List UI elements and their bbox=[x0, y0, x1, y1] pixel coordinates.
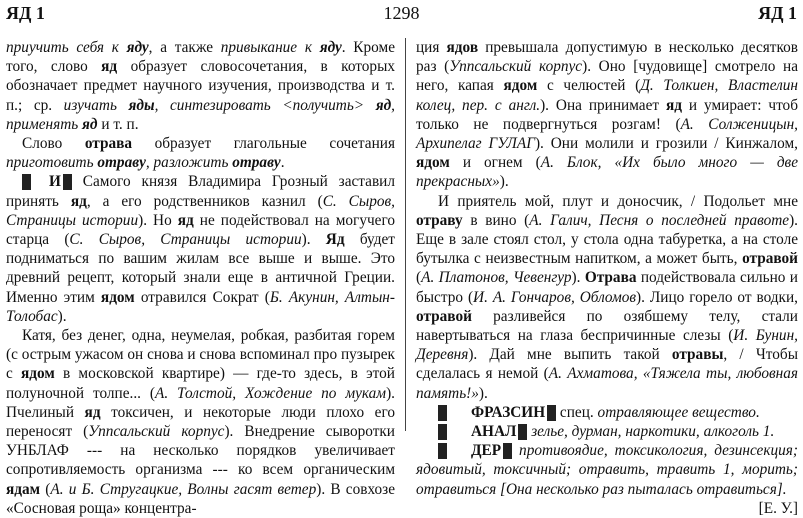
text-span: отравы bbox=[671, 346, 724, 364]
section-frazsin bbox=[416, 403, 798, 422]
text-span: ). Внедрение сыворотки УНБЛАФ --- на несколько порядков увеличивает сопротивляемость организма --- ко всем органическим bbox=[6, 423, 395, 479]
text-span: ). bbox=[499, 173, 509, 191]
paragraph-collocations bbox=[6, 38, 395, 134]
source-citation: А. Платонов, Чевенгур bbox=[421, 269, 572, 287]
text-span: яд bbox=[665, 96, 682, 114]
text-span: ). Еще в зале стоял стол, у стола одна табуретка, а на столе бутылка с неизвестным напитком, а может быть, bbox=[416, 211, 798, 268]
text-span: Отрава bbox=[584, 269, 637, 287]
paragraph-otrava-verbs bbox=[6, 134, 395, 172]
text-span: яду bbox=[319, 39, 342, 56]
source-citation: Д. Толкиен, Властелин колец, пер. с англ. bbox=[416, 77, 799, 114]
text-span: противоядие, токсикология, дезинсекция; ядовитый, токсичный; отравить, травить 1, морить; отравиться bbox=[416, 442, 798, 498]
text-span: Катя, без денег, одна, неумелая, робкая, разбитая горем (с острым ужасом он снова и снова вспоминал про пузырек с bbox=[6, 327, 395, 383]
text-span: отравляющее вещество. bbox=[597, 403, 760, 421]
text-span: образует глагольные сочетания bbox=[132, 135, 395, 153]
text-span: отраву bbox=[232, 154, 281, 172]
text-span: ). Пчелиный bbox=[6, 384, 395, 421]
text-span: приучить себя к bbox=[6, 39, 127, 56]
text-span: ядом bbox=[503, 77, 538, 95]
source-citation: С. Сыров, Страницы истории bbox=[69, 231, 302, 249]
text-span: образует словосочетания, в которых обозначает предмет научного изучения, производства и т. п.; ср. bbox=[6, 58, 395, 114]
text-span: и огнем ( bbox=[449, 154, 541, 172]
text-span: яд bbox=[177, 211, 194, 229]
column-divider bbox=[405, 38, 406, 431]
text-span: отравой bbox=[416, 307, 472, 325]
text-span: с челюстей ( bbox=[537, 77, 641, 95]
text-span: синтезировать <получить> bbox=[170, 96, 376, 114]
paragraph-examples bbox=[6, 326, 395, 518]
text-span: ). bbox=[478, 384, 488, 402]
text-span: ция bbox=[416, 39, 447, 56]
text-span: превышала допустимую в несколько десятков раз ( bbox=[416, 39, 798, 76]
text-span: , bbox=[154, 96, 170, 114]
text-span: Яд bbox=[325, 231, 345, 249]
text-span: яд bbox=[84, 403, 101, 421]
text-span: Самого князя Владимира Грозный заставил принять bbox=[6, 173, 395, 210]
section-marker-i: И bbox=[22, 174, 72, 190]
text-span: ). bbox=[571, 269, 585, 287]
text-span: , bbox=[391, 96, 395, 114]
text-span: яд bbox=[82, 115, 98, 133]
text-span: применять bbox=[6, 115, 83, 133]
text-span: [Она несколько раз пыталась отравиться] bbox=[500, 480, 783, 498]
source-citation: С. Сыров, Страницы истории bbox=[6, 192, 395, 229]
text-span: яд bbox=[70, 192, 87, 210]
text-span: зелье, дурман, наркотики, алкоголь 1. bbox=[527, 423, 775, 441]
text-span: подействовала сильно и быстро ( bbox=[416, 269, 798, 306]
source-citation: Б. Акунин, Алтын-Толобас bbox=[6, 288, 395, 325]
text-span: ). Лицо горело от водки, bbox=[636, 288, 798, 306]
text-span: ). Оно [чудовище] смотрело на него, капая bbox=[416, 58, 799, 95]
text-span: ). Они молили и грозили / Кинжалом, bbox=[534, 135, 798, 153]
text-span: ). Но bbox=[138, 211, 178, 229]
text-span: ). В совхозе «Сосновая роща» концентра- bbox=[6, 480, 396, 517]
text-span: отраву bbox=[97, 154, 146, 172]
text-span: отравой bbox=[742, 250, 798, 268]
text-span: яд bbox=[375, 96, 392, 114]
text-span: в вино ( bbox=[462, 211, 530, 229]
page-header bbox=[0, 0, 803, 26]
source-citation: И. А. Гончаров, Обломов bbox=[473, 288, 637, 306]
text-span: , а также bbox=[148, 39, 221, 56]
source-citation: А. Толстой, Хождение по мукам bbox=[154, 384, 387, 402]
text-span: . Кроме того, слово bbox=[6, 39, 395, 76]
page-number: 1298 bbox=[383, 3, 420, 23]
header-left-headword: ЯД 1 bbox=[6, 3, 45, 23]
text-span: ). Дай мне выпить такой bbox=[468, 346, 672, 364]
text-span: изучать bbox=[63, 96, 129, 114]
text-span: спец. bbox=[556, 403, 598, 421]
text-span: яду bbox=[126, 39, 149, 56]
text-span: ( bbox=[416, 269, 422, 287]
left-column bbox=[6, 38, 395, 518]
text-span: отравился Сократ ( bbox=[134, 288, 270, 306]
text-span: Слово bbox=[22, 135, 85, 153]
paragraph-continuation bbox=[416, 38, 798, 192]
text-span: , / Чтобы сделалась я немой ( bbox=[416, 346, 798, 383]
text-span: , bbox=[145, 154, 154, 172]
text-span: привыкание к bbox=[220, 39, 320, 56]
text-span: . bbox=[280, 154, 285, 172]
header-right-headword: ЯД 1 bbox=[758, 3, 797, 23]
text-span: будет подниматься по вашим жилам все выше и выше. Это древний рецепт, который знали еще в античной Греции. Именно этим bbox=[6, 231, 395, 306]
section-marker-frazsin: ФРАЗСИН bbox=[438, 405, 556, 421]
text-span: отраву bbox=[416, 211, 463, 229]
text-span: яды bbox=[128, 96, 155, 114]
paragraph-illustrations bbox=[6, 172, 395, 326]
text-span: ядом bbox=[416, 154, 450, 172]
source-citation: А. Ахматова, «Тяжела ты, любовная память!» bbox=[416, 365, 799, 402]
paragraph-otrava-examples bbox=[416, 192, 798, 403]
text-span: и т. п. bbox=[97, 115, 139, 133]
text-span: в московской квартире) — где-то здесь, в этой полуночной толпе... ( bbox=[6, 365, 395, 402]
source-citation: Уппсальский корпус bbox=[449, 58, 583, 76]
text-span: отрава bbox=[84, 135, 133, 153]
source-citation: А. Блок, «Их было много — две прекрасных» bbox=[416, 154, 798, 191]
text-span: яд bbox=[101, 58, 118, 76]
text-span: разложить bbox=[153, 154, 233, 172]
text-span: ). Она принимает bbox=[540, 96, 666, 114]
right-column bbox=[416, 38, 798, 518]
text-span: токсичен, и некоторые люди плохо его переносят ( bbox=[6, 403, 395, 441]
text-span: , а его родственников казнил ( bbox=[86, 192, 323, 210]
source-citation: И. Бунин, Деревня bbox=[416, 327, 798, 364]
section-marker-anal: АНАЛ bbox=[438, 424, 527, 440]
text-span: ). bbox=[57, 307, 67, 325]
source-citation: А. и Б. Стругацкие, Волны гасят ветер bbox=[50, 480, 317, 498]
text-span: ядам bbox=[6, 480, 41, 498]
source-citation: А. Галич, Песня о последней правоте bbox=[529, 211, 790, 229]
author-signature: [Е. У.] bbox=[758, 499, 798, 517]
text-span: приготовить bbox=[6, 154, 98, 172]
text-span: ядом bbox=[100, 288, 135, 306]
source-citation: Уппсальский корпус bbox=[88, 423, 225, 441]
text-span: не подействовал на могучего старца ( bbox=[6, 211, 396, 249]
text-span: ( bbox=[40, 480, 51, 498]
text-span: И приятель мой, плут и доносчик, / Подольет мне bbox=[438, 192, 798, 210]
section-marker-der: ДЕР bbox=[438, 443, 512, 459]
source-citation: А. Солженицын, Архипелаг ГУЛАГ bbox=[416, 115, 798, 153]
text-span: ). bbox=[301, 231, 326, 249]
section-der bbox=[416, 441, 798, 499]
text-span: ядов bbox=[446, 39, 479, 56]
text-span: и умирает: чтоб только не подвергнуться розгам! ( bbox=[416, 96, 798, 133]
text-span: . bbox=[782, 480, 787, 498]
text-span: разливейся по озябшему телу, стали навертываться на глаза беспричинные слезы ( bbox=[416, 307, 798, 345]
section-anal bbox=[416, 422, 798, 441]
text-span: ядом bbox=[21, 365, 55, 383]
